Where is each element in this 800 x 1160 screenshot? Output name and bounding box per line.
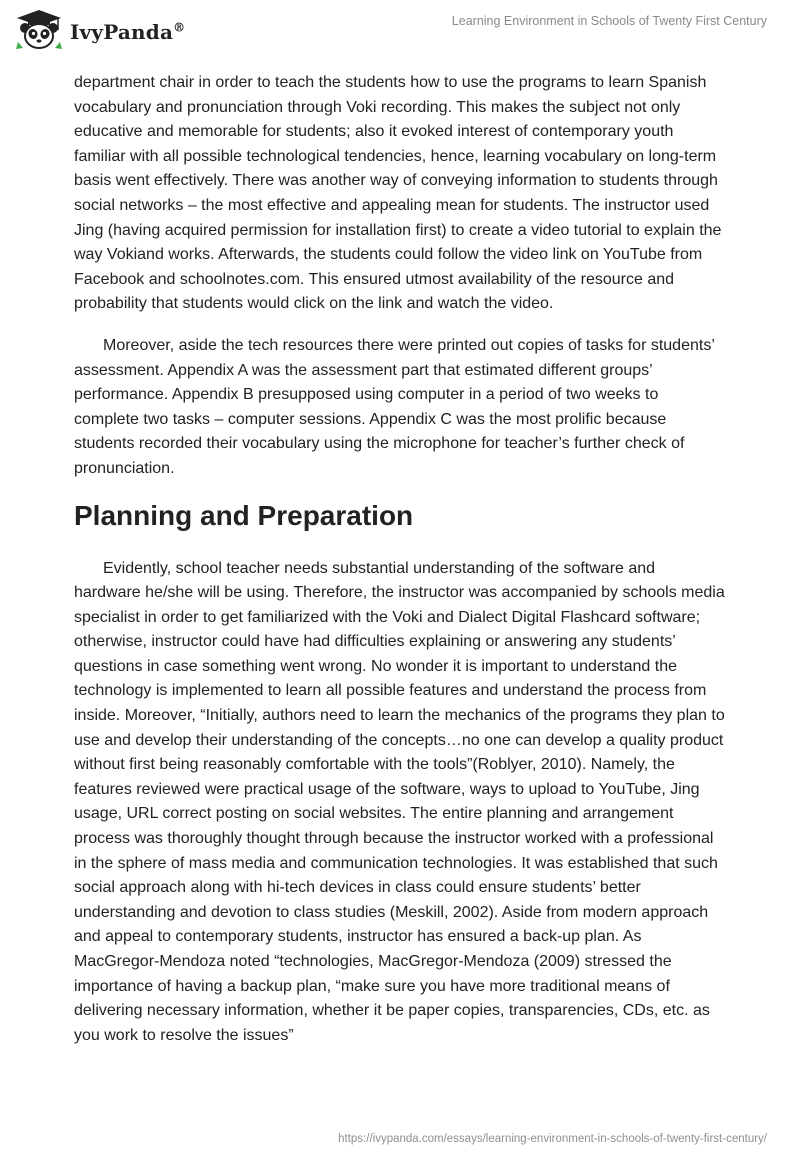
footer-source-url[interactable]: https://ivypanda.com/essays/learning-environment-in-schools-of-twenty-first-century/ xyxy=(338,1133,767,1145)
paragraph-continuation: department chair in order to teach the students how to use the programs to learn Spanish vocabulary and pronunciation through Voki recording. This makes the subject not only educative and memorable for students; also it evoked interest of contemporary youth familiar with all possible technological tendencies, hence, learning vocabulary on long-term basis went effectively. There was another way of conveying information to students through social networks – the most effective and appealing mean for students. The instructor used Jing (having acquired permission for installation first) to create a video tutorial to explain the way Vokiand works. Afterwards, the students could follow the video link on YouTube from Facebook and schoolnotes.com. This ensured utmost availability of the resource and probability that students would click on the link and watch the video. xyxy=(74,74,722,313)
document-title: Learning Environment in Schools of Twenty First Century xyxy=(451,14,767,28)
page-header xyxy=(0,0,800,60)
brand-name: IvyPanda® xyxy=(70,20,186,44)
brand-logo[interactable] xyxy=(14,8,185,52)
paragraph-appendices: Moreover, aside the tech resources there were printed out copies of tasks for students’ assessment. Appendix A was the assessment part that estimated different groups’ performance. Appendix B presupposed using computer in a period of two weeks to complete two tasks – computer sessions. Appendix C was the most prolific because students recorded their vocabulary using the microphone for teacher’s further check of pronunciation. xyxy=(74,336,715,477)
section-heading: Planning and Preparation xyxy=(74,499,414,531)
panda-graduate-icon xyxy=(14,8,64,52)
paragraph-planning: Evidently, school teacher needs substantial understanding of the software and hardware he/she will be using. Therefore, the instructor was accompanied by schools media specialist in order to get familiarized with the Voki and Dialect Digital Flashcard software; otherwise, instructor could have had difficulties explaining or answering any students’ questions in case something went wrong. No wonder it is important to understand the technology is implemented to learn all possible features and understand the process from inside. Moreover, “Initially, authors need to learn the mechanics of the programs they plan to use and develop their understanding of the concepts…no one can develop a quality product without first being reasonably comfortable with the tools”(Roblyer, 2010). Namely, the features reviewed were practical usage of the software, ways to upload to YouTube, Jing usage, URL correct posting on social websites. The entire planning and arrangement process was thoroughly thought through because the instructor worked with a professional in the sphere of mass media and communication technologies. It was established that such social approach along with hi-tech devices in class could ensure students’ better understanding and devotion to class studies (Meskill, 2002). Aside from modern approach and appeal to contemporary students, instructor has ensured a back-up plan. As MacGregor-Mendoza noted “technologies, MacGregor-Mendoza (2009) stressed the importance of having a backup plan, “make sure you have more traditional means of delivering necessary information, whether it be paper copies, transparencies, CDs, etc. as you work to resolve the issues” xyxy=(74,559,725,1044)
essay-body xyxy=(74,71,726,1065)
